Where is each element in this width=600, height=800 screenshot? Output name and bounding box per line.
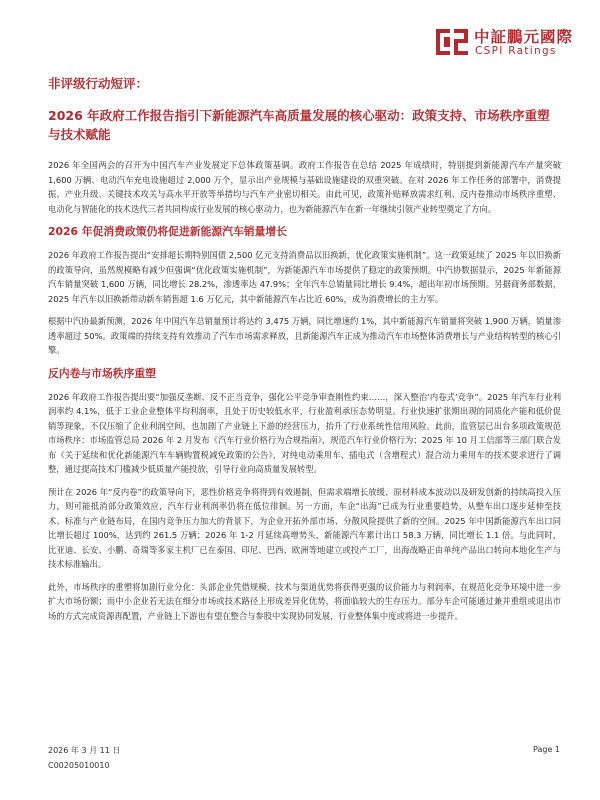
paragraph: 2026 年政府工作报告提出“安排超长期特别国债 2,500 亿元支持消费品以旧换新，优化政策实施机制”。这一政策延续了 2025 年以旧换新的政策导向，虽然规模略有减少但强调“优化政策实施机制”，为新能源汽车市场提供了稳定的政策预期。中汽协数据显示，2025 年新能源汽车销量突破 1,600 万辆，同比增长 28.2%，渗透率达 47.9%；全年汽车总销量同比增长 9.4%，超出年初市场预期。另据商务部数据，2025 年汽车以旧换新带动新车销售超 1.6 万亿元，其中新能源汽车占比近 60%，成为消费增长的主力军。	[48, 250, 561, 304]
brand-name-en: CSPI Ratings	[475, 45, 557, 57]
section-heading-consumption: 2026 年促消费政策仍将促进新能源汽车销量增长	[48, 225, 287, 238]
paragraph: 根据中汽协最新预测，2026 年中国汽车总销量预计将达约 3,475 万辆，同比增速约 1%，其中新能源汽车销量将突破 1,900 万辆，销量渗透率超过 50%。政策端的持续支持有效推动了汽车市场需求释放，且新能源汽车正成为推动汽车市场整体消费增长与产业结构转型的核心引擎。	[48, 316, 561, 355]
section-heading-anti-involution: 反内卷与市场秩序重塑	[48, 366, 156, 380]
paragraph: 预计在 2026 年“反内卷”的政策导向下，恶性价格竞争将得到有效遏制，但需求端增长放缓、原材料成本波动以及研发创新的持续高投入压力，则可能抵消部分政策效应，汽车行业利润率仍将在低位徘徊。另一方面，车企“出海”已成为行业重要趋势，从整车出口逐步延伸至技术、标准与产业链布局，在国内竞争压力加大的背景下，为企业开拓外部市场、分散风险提供了新的空间。2025 年中国新能源汽车出口同比增长超过 100%，达到约 261.5 万辆；2026 年 1-2 月延续高增势头，新能源汽车累计出口 58.3 万辆，同比增长 1.1 倍。与此同时，比亚迪、长安、小鹏、奇瑞等多家主机厂已在泰国、印尼、巴西、欧洲等地建立或投产工厂，出海战略正由单纯产品出口转向本地化生产与技术标准输出。	[48, 486, 561, 569]
paragraph: 2026 年政府工作报告提出要“加强反垄断、反不正当竞争，强化公平竞争审查刚性约束……，深入整治‘内卷式’竞争”。2025 年汽车行业利润率约 4.1%，低于工业企业整体平均利润率，且处于历史较低水平，行业盈利承压态势明显。行业快速扩张期出现的同质化产能和低价促销等现象，不仅压缩了企业利润空间，也加剧了产业链上下游的经营压力，抬升了行业系统性信用风险。此前，监管层已出台多项政策规范市场秩序：市场监管总局 2026 年 2 月发布《汽车行业价格行为合规指南》，规范汽车行业价格行为；2025 年 10 月工信部等三部门联合发布《关于延续和优化新能源汽车车辆购置税减免政策的公告》，对纯电动乘用车、插电式（含增程式）混合动力乘用车的技术要求进行了调整，通过提高技术门槛减少低质量产能投放，引导行业向高质量发展转型。	[48, 391, 561, 474]
footer-code: C00205010010	[48, 761, 110, 770]
company-logo	[434, 26, 584, 62]
report-type: 非评级行动短评：	[48, 76, 149, 91]
report-body	[48, 74, 561, 631]
footer-date: 2026 年 3 月 11 日	[48, 746, 121, 755]
page-number: Page 1	[533, 745, 560, 754]
paragraph: 此外，市场秩序的重塑将加剧行业分化：头部企业凭借规模、技术与渠道优势将获得更强的议价能力与利润率，在规范化竞争环境中进一步扩大市场份额；而中小企业若无法在细分市场或技术路径上形成差异化优势，将面临较大的生存压力。部分车企可能通过兼并重组或退出市场的方式完成资源再配置，产业链上下游也有望在整合与参股中实现协同发展，行业整体集中度或将进一步提升。	[48, 581, 561, 621]
cspi-logo-icon	[434, 26, 470, 62]
brand-name-cn: 中証鵬元國際	[474, 28, 574, 46]
report-title: 2026 年政府工作报告指引下新能源汽车高质量发展的核心驱动：政策支持、市场秩序重塑与技术赋能	[48, 108, 550, 142]
intro-paragraph: 2026 年全国两会的召开为中国汽车产业发展定下总体政策基调。政府工作报告在总结 2025 年成绩时，特别提到新能源汽车产量突破 1,600 万辆、电动汽车充电设施超过 2,000 万个，显示出产业规模与基础设施建设的双重突破。在对 2026 年工作任务的部署中，消费提振、产业升级、关键技术攻关与高水平开放等举措均与汽车产业密切相关。由此可见，政策补贴释放需求红利、反内卷推动市场秩序重塑、电动化与智能化的技术迭代三者共同构成行业发展的核心驱动力，也为新能源汽车在新一年继续引领产业转型奠定了方向。	[48, 160, 561, 214]
